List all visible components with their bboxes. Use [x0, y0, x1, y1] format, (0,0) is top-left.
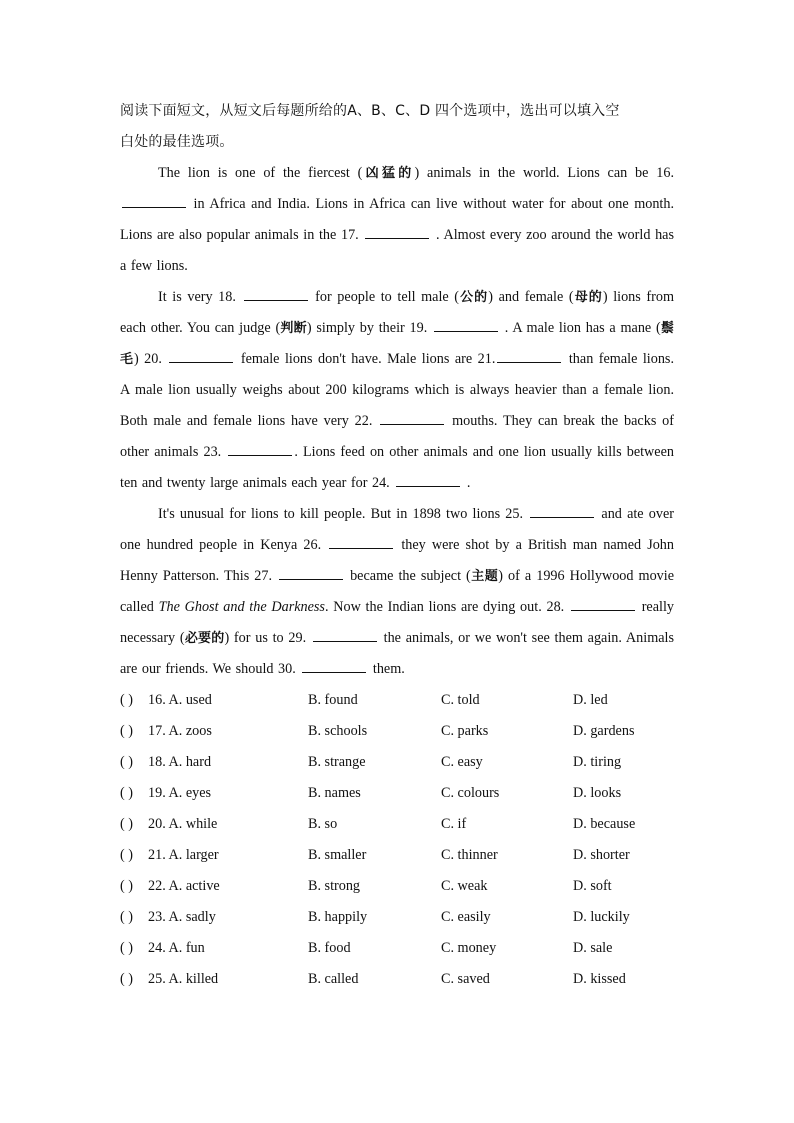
answer-paren[interactable]: ( ): [120, 847, 133, 863]
blank-16[interactable]: [122, 194, 186, 208]
text-run: ) of a 1996 Hollywood movie called: [120, 568, 674, 615]
question-row: [120, 840, 674, 871]
option-b[interactable]: B. smaller: [308, 847, 367, 863]
answer-paren[interactable]: ( ): [120, 971, 133, 987]
question-row: [120, 871, 674, 902]
chinese-gloss: 公的: [459, 290, 489, 305]
instruction-text: [120, 96, 674, 158]
option-c[interactable]: C. saved: [441, 971, 490, 987]
option-a[interactable]: 24. A. fun: [148, 940, 205, 956]
option-b[interactable]: B. strong: [308, 878, 361, 894]
option-b[interactable]: B. food: [308, 940, 351, 956]
text-run: .: [462, 475, 471, 491]
text-run: really necessary (: [120, 599, 674, 646]
option-c[interactable]: C. thinner: [441, 847, 498, 863]
chinese-gloss: 主题: [470, 569, 499, 584]
option-a[interactable]: 19. A. eyes: [148, 785, 212, 801]
text-run: . Now the Indian lions are dying out. 28.: [324, 599, 569, 615]
blank-27[interactable]: [279, 566, 343, 580]
movie-title: The Ghost and the Darkness: [158, 599, 325, 615]
answer-paren[interactable]: ( ): [120, 940, 133, 956]
text-run: ) and female (: [488, 289, 574, 305]
text-run: It is very 18.: [158, 289, 242, 305]
passage-paragraph-3: [120, 499, 674, 685]
option-d[interactable]: D. looks: [573, 785, 622, 801]
question-row: [120, 716, 674, 747]
chinese-gloss: 判断: [280, 321, 307, 336]
option-d[interactable]: D. soft: [573, 878, 612, 894]
option-b[interactable]: B. so: [308, 816, 338, 832]
text-run: than female lions. A male lion usually weighs about 200 kilograms which is always heavier than a female lion. Both male and female lions have very 22.: [120, 351, 674, 429]
text-run: female lions don't have. Male lions are 21.: [235, 351, 496, 367]
option-b[interactable]: B. schools: [308, 723, 368, 739]
text-run: mouths. They can break the backs of other animals 23.: [120, 413, 674, 460]
text-run: ) simply by their 19.: [306, 320, 433, 336]
option-a[interactable]: 21. A. larger: [148, 847, 219, 863]
question-row: [120, 902, 674, 933]
text-run: . Lions feed on other animals and one lion usually kills between ten and twenty large animals each year for 24.: [120, 444, 674, 491]
question-row: [120, 747, 674, 778]
chinese-gloss: 必要的: [184, 631, 225, 646]
instruction-line-2: 白处的最佳选项。: [120, 134, 234, 150]
question-row: [120, 778, 674, 809]
answer-paren[interactable]: ( ): [120, 692, 133, 708]
option-d[interactable]: D. because: [573, 816, 636, 832]
blank-29[interactable]: [313, 628, 377, 642]
option-d[interactable]: D. kissed: [573, 971, 626, 987]
option-c[interactable]: C. money: [441, 940, 497, 956]
option-d[interactable]: D. gardens: [573, 723, 635, 739]
answer-paren[interactable]: ( ): [120, 754, 133, 770]
chinese-gloss: 鬃毛: [120, 321, 674, 367]
question-row: [120, 809, 674, 840]
chinese-gloss: 凶猛的: [362, 166, 415, 181]
blank-26[interactable]: [329, 535, 393, 549]
blank-21[interactable]: [497, 349, 561, 363]
text-run: ) for us to 29.: [224, 630, 311, 646]
blank-22[interactable]: [380, 411, 444, 425]
text-run: ) 20.: [133, 351, 168, 367]
option-c[interactable]: C. easily: [441, 909, 491, 925]
option-d[interactable]: D. tiring: [573, 754, 622, 770]
option-a[interactable]: 23. A. sadly: [148, 909, 216, 925]
option-b[interactable]: B. found: [308, 692, 358, 708]
option-d[interactable]: D. shorter: [573, 847, 630, 863]
option-c[interactable]: C. easy: [441, 754, 483, 770]
option-d[interactable]: D. led: [573, 692, 608, 708]
blank-18[interactable]: [244, 287, 308, 301]
passage-paragraph-1: [120, 158, 674, 282]
option-a[interactable]: 18. A. hard: [148, 754, 212, 770]
blank-17[interactable]: [365, 225, 429, 239]
chinese-gloss: 母的: [573, 290, 603, 305]
text-run: in Africa and India. Lions in Africa can live without water for about one month. Lions are also popular animals in the 17.: [120, 196, 674, 243]
option-d[interactable]: D. sale: [573, 940, 613, 956]
option-a[interactable]: 17. A. zoos: [148, 723, 212, 739]
option-c[interactable]: C. colours: [441, 785, 500, 801]
text-run: became the subject (: [345, 568, 471, 584]
answer-paren[interactable]: ( ): [120, 723, 133, 739]
question-row: [120, 685, 674, 716]
option-d[interactable]: D. luckily: [573, 909, 630, 925]
text-run: for people to tell male (: [309, 289, 460, 305]
option-b[interactable]: B. happily: [308, 909, 368, 925]
text-run: ) lions from each other. You can judge (: [120, 289, 674, 336]
text-run: the animals, or we won't see them again. Animals are our friends. We should 30.: [120, 630, 674, 677]
blank-19[interactable]: [434, 318, 498, 332]
answer-paren[interactable]: ( ): [120, 878, 133, 894]
option-c[interactable]: C. parks: [441, 723, 489, 739]
blank-30[interactable]: [302, 659, 366, 673]
option-c[interactable]: C. told: [441, 692, 480, 708]
document-page: [120, 96, 674, 995]
blank-23[interactable]: [228, 442, 292, 456]
text-run: them.: [368, 661, 405, 677]
question-row: [120, 964, 674, 995]
text-run: The lion is one of the fiercest (: [158, 165, 363, 181]
option-a[interactable]: 22. A. active: [148, 878, 220, 894]
blank-24[interactable]: [396, 473, 460, 487]
text-run: they were shot by a British man named John Henny Patterson. This 27.: [120, 537, 674, 584]
passage-paragraph-2: [120, 282, 674, 499]
answer-paren[interactable]: ( ): [120, 816, 133, 832]
question-row: [120, 933, 674, 964]
text-run: ) animals in the world. Lions can be 16.: [414, 165, 674, 181]
option-b[interactable]: B. strange: [308, 754, 366, 770]
blank-25[interactable]: [530, 504, 594, 518]
answer-paren[interactable]: ( ): [120, 909, 133, 925]
option-a[interactable]: 25. A. killed: [148, 971, 219, 987]
text-run: . A male lion has a mane (: [500, 320, 661, 336]
option-b[interactable]: B. called: [308, 971, 359, 987]
option-a[interactable]: 20. A. while: [148, 816, 218, 832]
option-c[interactable]: C. if: [441, 816, 467, 832]
answer-paren[interactable]: ( ): [120, 785, 133, 801]
question-list: [120, 685, 674, 995]
blank-20[interactable]: [169, 349, 233, 363]
instruction-line-1: 阅读下面短文，从短文后每题所给的A、B、C、D 四个选项中，选出可以填入空: [120, 103, 620, 119]
text-run: . Almost every zoo around the world has a few lions.: [120, 227, 674, 274]
blank-28[interactable]: [571, 597, 635, 611]
text-run: and ate over one hundred people in Kenya 26.: [120, 506, 674, 553]
option-b[interactable]: B. names: [308, 785, 361, 801]
option-c[interactable]: C. weak: [441, 878, 488, 894]
option-a[interactable]: 16. A. used: [148, 692, 212, 708]
text-run: It's unusual for lions to kill people. But in 1898 two lions 25.: [158, 506, 529, 522]
